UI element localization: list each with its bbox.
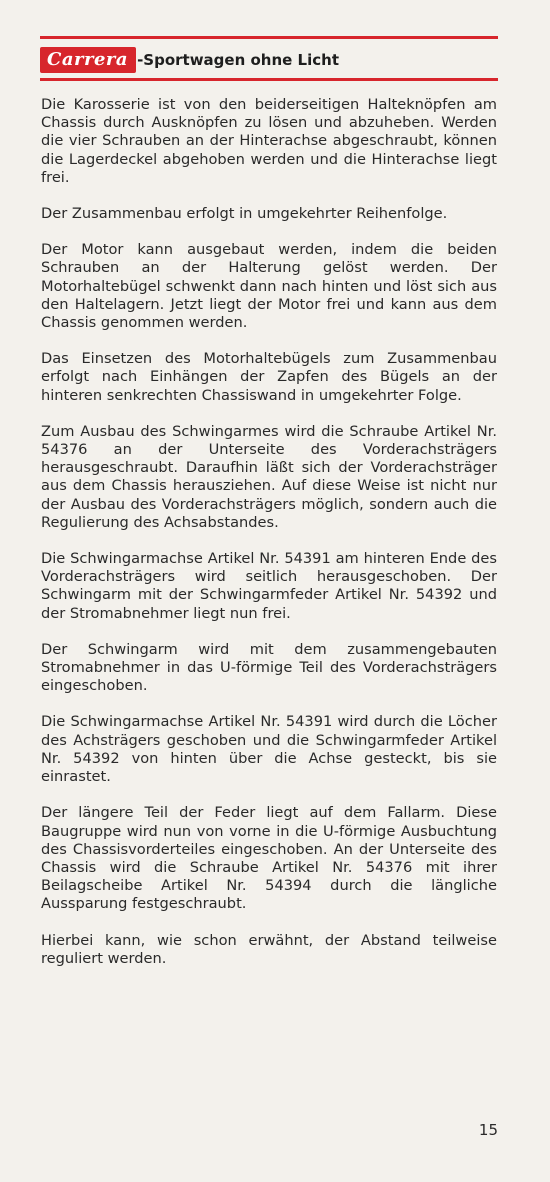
page-number: 15 — [478, 1121, 498, 1139]
paragraph-spring-assembly: Der längere Teil der Feder liegt auf dem Fallarm. Diese Baugruppe wird nun von vorne in die U-förmige Ausbuchtung des Chassisvorderteiles eingeschoben. An der Unterseite des Chassis wird die Schraube Artikel Nr. 54376 mit ihrer Beilagscheibe Artikel Nr. 54394 durch die längliche Aussparung festgeschraubt. — [41, 804, 497, 913]
header-bottom-rule — [40, 78, 498, 81]
section-title: -Sportwagen ohne Licht — [137, 51, 339, 69]
paragraph-axle-insertion: Die Schwingarmachse Artikel Nr. 54391 wird durch die Löcher des Achsträgers geschoben und die Schwingarmfeder Artikel Nr. 54392 von hinten über die Achse gesteckt, bis sie einrastet. — [41, 713, 497, 786]
section-header — [40, 47, 339, 73]
paragraph-reassembly: Der Zusammenbau erfolgt in umgekehrter Reihenfolge. — [41, 205, 448, 223]
paragraph-motor-removal: Der Motor kann ausgebaut werden, indem die beiden Schrauben an der Halterung gelöst werden. Der Motorhaltebügel schwenkt dann nach hinten und löst sich aus den Haltelagern. Jetzt liegt der Motor frei und kann aus dem Chassis genommen werden. — [41, 241, 497, 332]
body-text — [41, 96, 497, 986]
paragraph-current-collector: Der Schwingarm wird mit dem zusammengebauten Stromabnehmer in das U-förmige Teil des Vorderachsträgers eingeschoben. — [41, 640, 497, 695]
header-top-rule — [40, 36, 498, 39]
carrera-logo: Carrera — [40, 47, 136, 73]
paragraph-motor-bracket: Das Einsetzen des Motorhaltebügels zum Zusammenbau erfolgt nach Einhängen der Zapfen des Bügels an der hinteren senkrechten Chassiswand in umgekehrter Folge. — [41, 350, 497, 404]
paragraph-body-removal: Die Karosserie ist von den beiderseitigen Halteknöpfen am Chassis durch Ausknöpfen zu lösen und abzuheben. Werden die vier Schrauben an der Hinterachse abgeschraubt, können die Lagerdeckel abgehoben werden und die Hinterachse liegt frei. — [41, 96, 497, 186]
paragraph-adjustment: Hierbei kann, wie schon erwähnt, der Abstand teilweise reguliert werden. — [41, 931, 497, 967]
paragraph-swing-arm-axle: Die Schwingarmachse Artikel Nr. 54391 am hinteren Ende des Vorderachsträgers wird seitlich herausgeschoben. Der Schwingarm mit der Schwingarmfeder Artikel Nr. 54392 und der Stromabnehmer liegt nun frei. — [41, 550, 497, 622]
paragraph-swing-arm-removal: Zum Ausbau des Schwingarmes wird die Schraube Artikel Nr. 54376 an der Unterseite des Vorderachsträgers herausgeschraubt. Daraufhin läßt sich der Vorderachsträger aus dem Chassis herausziehen. Auf diese Weise ist nicht nur der Ausbau des Vorderachsträgers möglich, sondern auch die Regulierung des Achsabstandes. — [41, 422, 497, 531]
